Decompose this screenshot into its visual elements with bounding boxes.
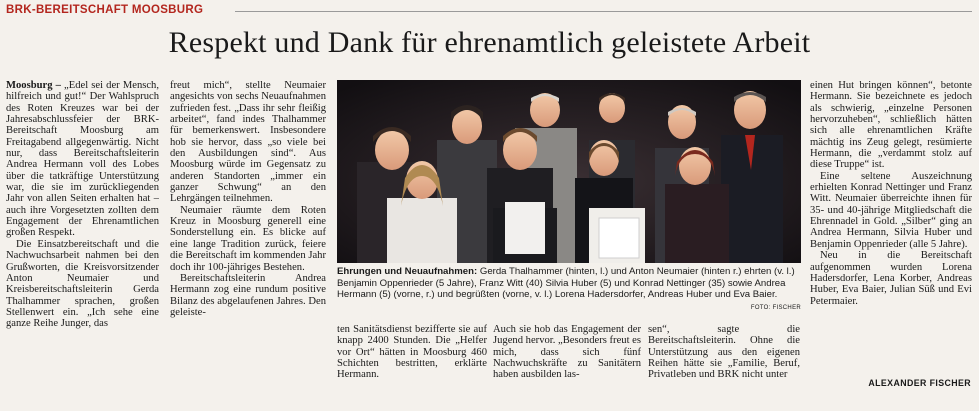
paragraph: Neu in die Bereitschaft aufgenommen wurden Lorena Hadersdorfer, Lena Korber, Andreas Huber, Eva Baier, Julian Süß und Evi Petermaier.	[810, 250, 972, 307]
caption-lead: Ehrungen und Neuaufnahmen:	[337, 266, 478, 277]
kicker-rule	[235, 11, 972, 12]
photo-credit: FOTO: FISCHER	[750, 304, 801, 311]
paragraph: sen“, sagte die Bereitschaftsleiterin. Ohne die Unterstützung aus den eigenen Reihen hätte sie „Familie, Beruf, Privatleben und BRK nicht unter	[648, 324, 800, 381]
text-column-2	[170, 80, 326, 404]
paragraph: Eine seltene Auszeichnung erhielten Konrad Nettinger und Franz Witt. Neumaier überreichte ihnen für 35- und 40-jährige Mitgliedschaft die Ehrennadel in Gold. „Silber“ ging an Andrea Hermann, Silvia Huber und Benjamin Oppenrieder (alle 5 Jahre).	[810, 170, 972, 250]
headline: Respekt und Dank für ehrenamtlich geleistete Arbeit	[168, 26, 811, 59]
kicker: BRK-BEREITSCHAFT MOOSBURG	[6, 4, 204, 16]
group-photo-image	[337, 80, 801, 263]
paragraph-text: „Edel sei der Mensch, hilfreich und gut!“ Der Wahlspruch des Roten Kreuzes war bei der Jahresabschlussfeier der BRK-Bereitschaft Moosburg am Freitagabend allgegenwärtig. Nicht nur, dass Bereitschaftsleiterin Andrea Hermann voll des Lobes über die tatkräftige Unterstützung war, die sie im zurückliegenden Jahr von allen Seiten erhalten hat – auch ihre Vorgesetzten zollten dem Engagement der Ehrenamtlichen großen Respekt.	[6, 80, 159, 239]
dateline: Moosburg –	[6, 80, 65, 91]
paragraph: Bereitschaftsleiterin Andrea Hermann zog eine rundum positive Bilanz des abgelaufenen Jahres. Den geleiste-	[170, 272, 326, 318]
paragraph: freut mich“, stellte Neumaier angesichts von sechs Neuaufnahmen zufrieden fest. „Dass ihr sehr fleißig arbeitet“, fand indes Thalhammer für bemerkenswert. Insbesondere hob sie hervor, dass „so viele bei den Ausbildungen sind“. Aus Moosburg würde im Gegensatz zu anderen Standorten „immer ein ganzer Schwung“ an den Lehrgängen teilnehmen.	[170, 80, 326, 205]
paragraph: Auch sie hob das Engagement der Jugend hervor. „Besonders freut es mich, dass sich fünf Nachwuchskräfte zu Sanitätern haben ausbilden las-	[493, 324, 641, 381]
caption-text: Gerda Thalhammer (hinten, l.) und Anton Neumaier (hinten r.) ehrten (v. l.) Benjamin Oppenrieder (5 Jahre), Franz Witt (40) Silvia Huber (5) und Konrad Nettinger (35) sowie Andrea Hermann (5) (vorne, r.) und begrüßten (vorne, v. l.) Lorena Hadersdorfer, Andreas Huber und Eva Baier.	[337, 266, 795, 300]
paragraph	[6, 80, 159, 239]
author-byline: ALEXANDER FISCHER	[868, 378, 971, 388]
group-photo	[337, 80, 801, 263]
text-column-4	[493, 324, 641, 404]
paragraph: Neumaier räumte dem Roten Kreuz in Moosburg generell eine Sonderstellung ein. Es blicke auf eine lange Tradition zurück, feiere die Bereitschaft im kommenden Jahr doch ihr 100-jähriges Bestehen.	[170, 204, 326, 273]
text-column-5	[648, 324, 800, 404]
paragraph: ten Sanitätsdienst bezifferte sie auf knapp 2400 Stunden. Die „Helfer vor Ort“ hätten in Moosburg 460 Schichten bestritten, erklärte Hermann.	[337, 324, 487, 381]
paragraph: einen Hut bringen können“, betonte Hermann. Sie bezeichnete es jedoch als schwierig, „einzelne Personen hervorzuheben“, schließlich hätten sich alle ehrenamtlichen Kräfte mächtig ins Zeug gelegt, resümierte Hermann, die „verdammt stolz auf diese Truppe“ ist.	[810, 80, 972, 171]
text-column-6	[810, 80, 972, 376]
text-column-3	[337, 324, 487, 404]
text-column-1	[6, 80, 159, 404]
photo-caption	[337, 266, 801, 314]
paragraph: Die Einsatzbereitschaft und die Nachwuchsarbeit nahmen bei den Grußworten, die Kreisvorsitzender Anton Neumaier und Kreisbereitschaftsleiterin Gerda Thalhammer sprachen, großen Stellenwert ein. „Ich sehe eine ganze Reihe Junger, das	[6, 238, 159, 330]
